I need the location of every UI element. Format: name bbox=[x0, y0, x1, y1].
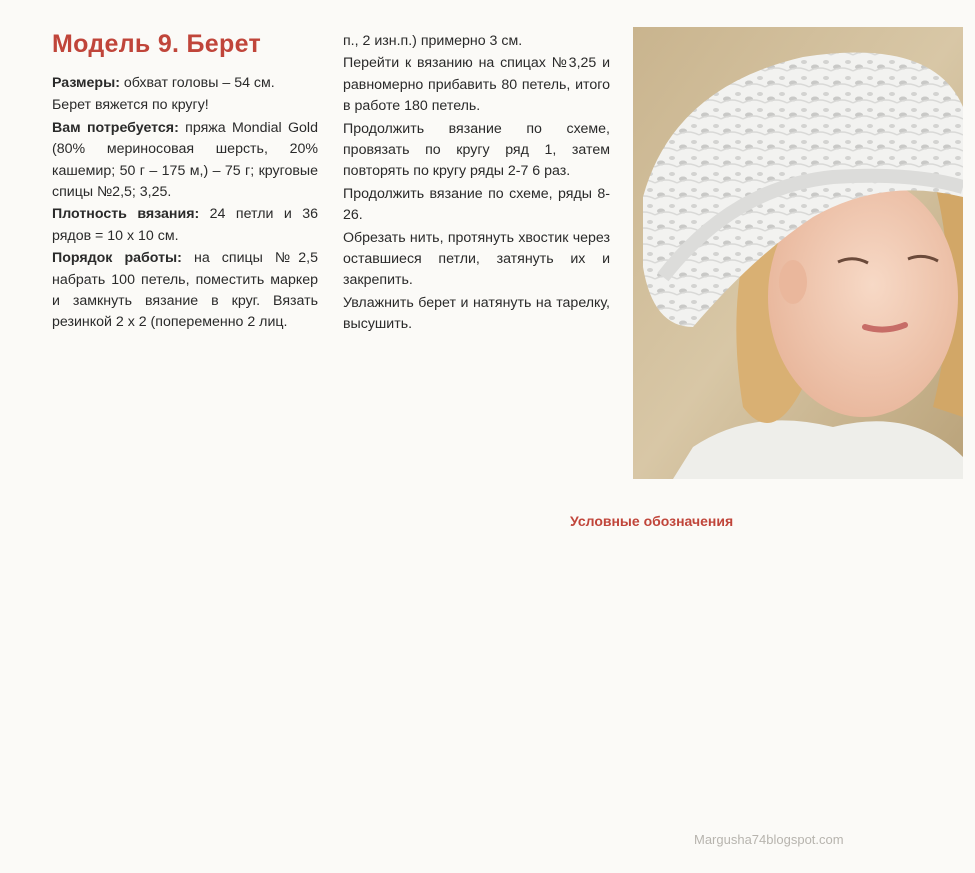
sizes-label: Размеры: bbox=[52, 75, 120, 91]
instr-p5: Обрезать нить, протянуть хвостик через оставшиеся петли, затянуть их и закрепить. bbox=[343, 229, 610, 289]
materials-label: Вам потребуется: bbox=[52, 119, 179, 136]
instr-p4: Продолжить вязание по схеме, ряды 8-26. bbox=[343, 185, 610, 224]
round-note: Берет вяжется по кругу! bbox=[52, 97, 209, 114]
density-label: Плотность вязания: bbox=[52, 206, 200, 223]
order-label: Порядок работы: bbox=[52, 250, 182, 267]
sizes-text: обхват головы – 54 см. bbox=[119, 75, 275, 91]
instr-p3: Продолжить вязание по схеме, провязать по кругу ряд 1, затем повторять по кругу ряды 2-7 6 раз. bbox=[343, 120, 610, 180]
instr-p6: Увлажнить берет и натянуть на тарелку, высушить. bbox=[343, 294, 610, 333]
watermark: Margusha74blogspot.com bbox=[694, 832, 844, 847]
page-title: Модель 9. Берет bbox=[52, 30, 261, 58]
order-text: на спицы №2,5 набрать 100 петель, поместить маркер и замкнуть вязание в круг. Вязать резинкой 2 х 2 (попеременно 2 лиц. bbox=[52, 250, 318, 331]
instr-p2: Перейти к вязанию на спицах №3,25 и равномерно прибавить 80 петель, итого в работе 180 петель. bbox=[343, 55, 610, 115]
materials-text: пряжа Mondial Gold (80% мериносовая шерсть, 20% кашемир; 50 г – 175 м,) – 75 г; круговые спицы №2,5; 3,25. bbox=[52, 119, 318, 201]
legend-title: Условные обозначения bbox=[570, 513, 734, 529]
legend bbox=[570, 513, 910, 532]
density-text: 24 петли и 36 рядов = 10 х 10 см. bbox=[52, 206, 319, 244]
instr-p1: п., 2 изн.п.) примерно 3 см. bbox=[343, 33, 523, 49]
